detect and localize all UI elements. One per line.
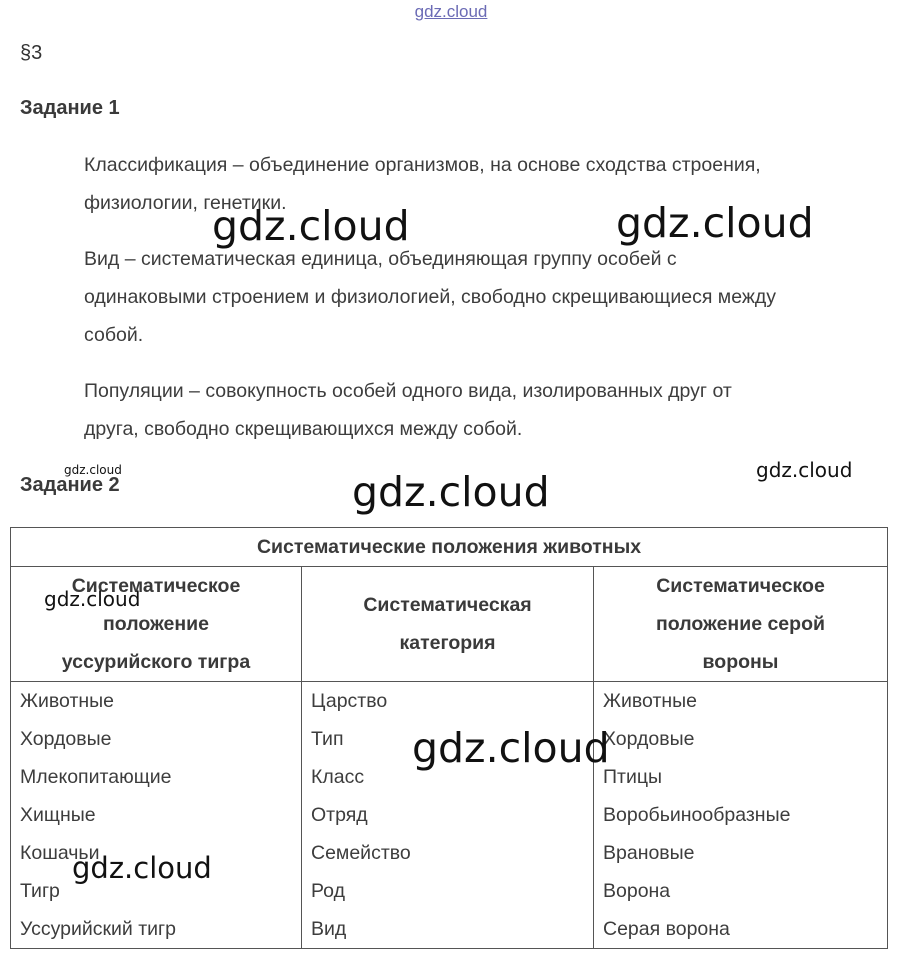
table-cell: Уссурийский тигр bbox=[20, 918, 177, 940]
header-line: вороны bbox=[702, 651, 779, 673]
table-cell: Вид bbox=[311, 918, 347, 940]
watermark: gdz.cloud bbox=[412, 724, 610, 772]
header-line: положение серой bbox=[656, 613, 825, 635]
table-cell: Врановые bbox=[603, 842, 695, 864]
paragraph-line: Популяции – совокупность особей одного вида, изолированных друг от bbox=[84, 380, 732, 402]
header-category bbox=[302, 567, 594, 682]
table-caption: Систематические положения животных bbox=[11, 528, 888, 567]
watermark: gdz.cloud bbox=[44, 587, 141, 611]
population-paragraph bbox=[84, 372, 884, 448]
header-line: положение bbox=[102, 613, 209, 635]
table-cell: Млекопитающие bbox=[20, 766, 172, 788]
header-line: Систематическое bbox=[656, 575, 825, 597]
table-cell: Отряд bbox=[311, 804, 368, 826]
table-cell: Тигр bbox=[20, 880, 60, 902]
paragraph-line: Классификация – объединение организмов, на основе сходства строения, bbox=[84, 154, 761, 176]
task2-heading: Задание 2 bbox=[20, 474, 120, 496]
table-cell: Серая ворона bbox=[603, 918, 730, 940]
table-cell: Хордовые bbox=[603, 728, 695, 750]
header-tiger bbox=[11, 567, 302, 682]
header-crow bbox=[594, 567, 888, 682]
task1-heading: Задание 1 bbox=[20, 97, 120, 119]
top-watermark: gdz.cloud bbox=[414, 2, 488, 21]
species-paragraph bbox=[84, 240, 884, 354]
header-line: категория bbox=[399, 632, 496, 654]
table-cell: Класс bbox=[311, 766, 365, 788]
table-cell: Воробьинообразные bbox=[603, 804, 791, 826]
table-cell: Хищные bbox=[20, 804, 96, 826]
paragraph-line: одинаковыми строением и физиологией, свободно скрещивающиеся между bbox=[84, 286, 777, 308]
table-cell: Животные bbox=[603, 690, 698, 712]
table-cell: Животные bbox=[20, 690, 115, 712]
table-cell: Кошачьи bbox=[20, 842, 100, 864]
table-cell: Род bbox=[311, 880, 345, 902]
category-column bbox=[302, 682, 594, 949]
table-cell: Птицы bbox=[603, 766, 663, 788]
table-cell: Царство bbox=[311, 690, 388, 712]
tiger-column bbox=[11, 682, 302, 949]
watermark: gdz.cloud bbox=[616, 199, 814, 247]
table-cell: Семейство bbox=[311, 842, 411, 864]
paragraph-line: друга, свободно скрещивающихся между собой. bbox=[84, 418, 523, 440]
watermark: gdz.cloud bbox=[212, 202, 410, 250]
watermark: gdz.cloud bbox=[64, 463, 122, 477]
watermark: gdz.cloud bbox=[72, 851, 212, 885]
table-cell: Тип bbox=[311, 728, 344, 750]
header-line: уссурийского тигра bbox=[61, 651, 251, 673]
watermark: gdz.cloud bbox=[756, 458, 853, 482]
header-line: Систематическая bbox=[363, 594, 532, 616]
header-line: Систематическое bbox=[71, 575, 241, 597]
watermark: gdz.cloud bbox=[352, 468, 550, 516]
table-cell: Ворона bbox=[603, 880, 671, 902]
table-cell: Хордовые bbox=[20, 728, 112, 750]
paragraph-line: физиологии, генетики. bbox=[84, 192, 287, 214]
paragraph-line: Вид – систематическая единица, объединяющая группу особей с bbox=[84, 248, 677, 270]
paragraph-line: собой. bbox=[84, 324, 144, 346]
section-number: §3 bbox=[20, 42, 43, 64]
crow-column bbox=[594, 682, 888, 949]
